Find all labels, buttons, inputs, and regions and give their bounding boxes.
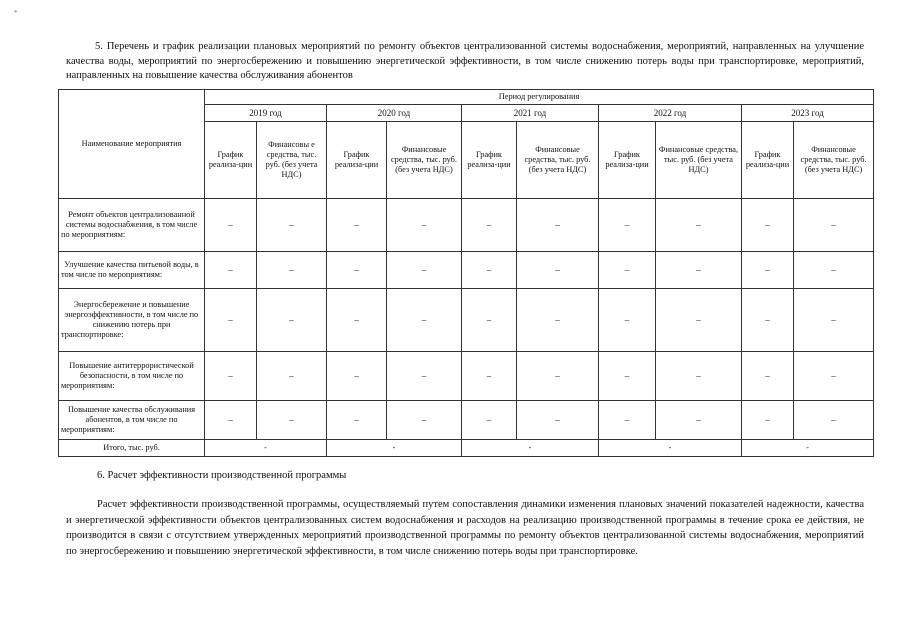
total-cell: - bbox=[742, 440, 874, 457]
year-header: 2023 год bbox=[742, 105, 874, 122]
table-cell: – bbox=[462, 289, 517, 352]
table-cell: – bbox=[205, 401, 257, 440]
table-row bbox=[59, 289, 874, 352]
finance-header: Финансовые средства, тыс. руб. (без учета НДС) bbox=[656, 122, 742, 199]
finance-header: Финансовые средства, тыс. руб. (без учета НДС) bbox=[517, 122, 599, 199]
table-cell: – bbox=[794, 289, 874, 352]
section-6-body: Расчет эффективности производственной программы, осуществляемый путем сопоставления динамики изменения плановых значений показателей надежности, качества и энергетической эффективности объектов централизованных систем водоснабжения и расходов на реализацию производственной программы в течение срока ее действия, не производится в связи с отсутствием утвержденных мероприятий производственной программы по ремонту объектов централизованной системы водоснабжения, мероприятий по энергосбережению и повышению энергетической эффективности, в том числе снижению потерь воды при транспортировке. bbox=[66, 499, 864, 557]
table-cell: – bbox=[462, 401, 517, 440]
table-cell: – bbox=[599, 252, 656, 289]
year-header: 2021 год bbox=[462, 105, 599, 122]
table-cell: – bbox=[742, 252, 794, 289]
table-cell: – bbox=[794, 352, 874, 401]
total-label: Итого, тыс. руб. bbox=[59, 440, 205, 457]
table-row bbox=[59, 401, 874, 440]
schedule-header: График реализа-ции bbox=[599, 122, 656, 199]
corner-mark: * bbox=[14, 9, 18, 17]
name-column-header: Наименование мероприятия bbox=[59, 90, 205, 199]
table-cell: – bbox=[794, 252, 874, 289]
table-cell: – bbox=[656, 401, 742, 440]
table-cell: – bbox=[742, 352, 794, 401]
schedule-header: График реализа-ции bbox=[327, 122, 387, 199]
period-header: Период регулирования bbox=[205, 90, 874, 105]
table-cell: – bbox=[517, 199, 599, 252]
schedule-header: График реализа-ции bbox=[205, 122, 257, 199]
activity-name: Повышение качества обслуживания абонентов, в том числе по мероприятиям: bbox=[59, 401, 205, 440]
schedule-header: График реализа-ции bbox=[742, 122, 794, 199]
year-header: 2022 год bbox=[599, 105, 742, 122]
finance-header: Финансовы е средства, тыс. руб. (без учета НДС) bbox=[257, 122, 327, 199]
table-cell: – bbox=[794, 199, 874, 252]
table-cell: – bbox=[387, 252, 462, 289]
total-cell: - bbox=[205, 440, 327, 457]
table-cell: – bbox=[656, 289, 742, 352]
table-cell: – bbox=[327, 199, 387, 252]
table-cell: – bbox=[387, 199, 462, 252]
table-cell: – bbox=[327, 289, 387, 352]
table-cell: – bbox=[257, 289, 327, 352]
table-cell: – bbox=[599, 199, 656, 252]
section-6-heading: 6. Расчет эффективности производственной программы bbox=[97, 470, 347, 481]
table-cell: – bbox=[794, 401, 874, 440]
table-cell: – bbox=[327, 352, 387, 401]
table-cell: – bbox=[387, 289, 462, 352]
year-header: 2020 год bbox=[327, 105, 462, 122]
table-cell: – bbox=[517, 289, 599, 352]
table-row bbox=[59, 252, 874, 289]
table-cell: – bbox=[462, 252, 517, 289]
table-cell: – bbox=[327, 401, 387, 440]
activity-name: Ремонт объектов централизованной системы водоснабжения, в том числе по мероприятиям: bbox=[59, 199, 205, 252]
total-cell: - bbox=[462, 440, 599, 457]
table-cell: – bbox=[462, 352, 517, 401]
activity-name: Повышение антитеррористической безопасности, в том числе по мероприятиям: bbox=[59, 352, 205, 401]
table-cell: – bbox=[742, 199, 794, 252]
table-cell: – bbox=[387, 352, 462, 401]
section-5-heading: 5. Перечень и график реализации плановых мероприятий по ремонту объектов централизованной системы водоснабжения, мероприятий, направленных на улучшение качества воды, мероприятий по энергосбережению и повышению энергетической эффективности, в том числе снижению потерь воды при транспортировке, мероприятий, направленных на повышение качества обслуживания абонентов bbox=[66, 41, 864, 81]
table-cell: – bbox=[205, 252, 257, 289]
table-cell: – bbox=[257, 252, 327, 289]
table-cell: – bbox=[257, 352, 327, 401]
table-cell: – bbox=[599, 352, 656, 401]
year-header: 2019 год bbox=[205, 105, 327, 122]
table-row bbox=[59, 199, 874, 252]
table-cell: – bbox=[205, 199, 257, 252]
total-cell: - bbox=[599, 440, 742, 457]
table-cell: – bbox=[517, 352, 599, 401]
table-cell: – bbox=[656, 199, 742, 252]
activity-name: Энергосбережение и повышение энергоэффективности, в том числе по снижению потерь при транспортировке: bbox=[59, 289, 205, 352]
activity-name: Улучшение качества питьевой воды, в том числе по мероприятиям: bbox=[59, 252, 205, 289]
table-cell: – bbox=[656, 252, 742, 289]
table-cell: – bbox=[327, 252, 387, 289]
table-cell: – bbox=[656, 352, 742, 401]
table-cell: – bbox=[205, 289, 257, 352]
table-cell: – bbox=[257, 401, 327, 440]
table-cell: – bbox=[599, 289, 656, 352]
table-cell: – bbox=[387, 401, 462, 440]
table-cell: – bbox=[462, 199, 517, 252]
schedule-header: График реализа-ции bbox=[462, 122, 517, 199]
finance-header: Финансовые средства, тыс. руб. (без учета НДС) bbox=[794, 122, 874, 199]
plan-table bbox=[58, 89, 874, 457]
total-cell: - bbox=[327, 440, 462, 457]
finance-header: Финансовые средства, тыс. руб. (без учета НДС) bbox=[387, 122, 462, 199]
table-cell: – bbox=[742, 289, 794, 352]
table-cell: – bbox=[599, 401, 656, 440]
table-row bbox=[59, 352, 874, 401]
table-cell: – bbox=[517, 401, 599, 440]
table-cell: – bbox=[742, 401, 794, 440]
table-cell: – bbox=[257, 199, 327, 252]
total-row bbox=[59, 440, 874, 457]
table-cell: – bbox=[205, 352, 257, 401]
table-cell: – bbox=[517, 252, 599, 289]
